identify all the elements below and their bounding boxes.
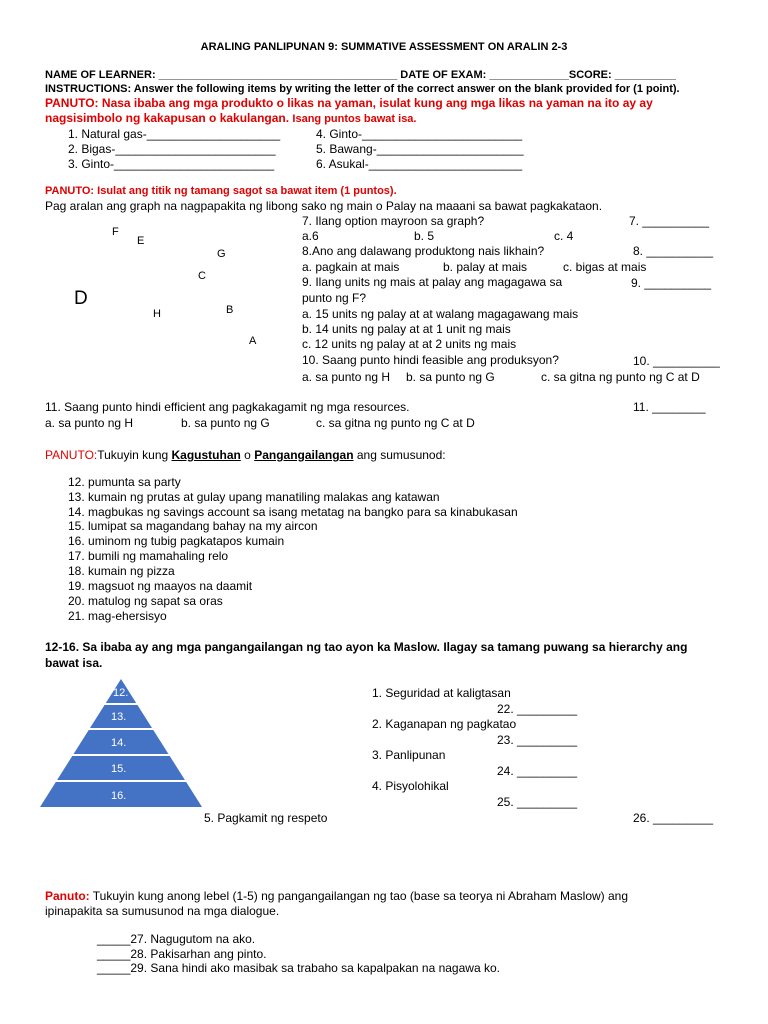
choice: a.6 — [302, 229, 319, 243]
choice: c. sa gitna ng punto ng C at D — [541, 370, 700, 384]
question-9-cont: punto ng F? — [302, 291, 367, 305]
panuto-label: PANUTO: — [45, 96, 99, 110]
list-item: 12. pumunta sa party — [68, 475, 181, 489]
graph-point-label: B — [226, 304, 234, 316]
answer-blank: 26. _________ — [633, 811, 714, 825]
list-item: 15. lumipat sa magandang bahay na my aircon — [68, 519, 318, 533]
panuto-2: PANUTO: Isulat ang titik ng tamang sagot sa bawat item (1 puntos). — [45, 185, 397, 197]
question-11: 11. Saang punto hindi efficient ang pagkakagamit ng mga resources. — [45, 400, 410, 414]
panuto-text-3: Isang puntos bawat isa. — [292, 113, 417, 125]
choice: a. 15 units ng palay at at walang magagawang mais — [302, 307, 579, 321]
list-item: 5. Bawang-______________________ — [316, 142, 524, 156]
pyramid-level-label: 14. — [111, 737, 127, 749]
graph-point-label: E — [137, 235, 145, 247]
kagustuhan-term: Kagustuhan — [171, 448, 241, 462]
list-item: 13. kumain ng prutas at gulay upang manatiling malakas ang katawan — [68, 490, 440, 504]
list-item: 21. mag-ehersisyo — [68, 609, 167, 623]
name-of-learner-line: NAME OF LEARNER: _______________________________________ DATE OF EXAM: _____________SCORE: __________ — [45, 69, 676, 81]
answer-blank: 25. _________ — [497, 795, 578, 809]
graph-point-label: H — [153, 308, 161, 320]
graph-point-label: G — [217, 248, 226, 260]
choice: c. 4 — [554, 229, 574, 243]
question-10: 10. Saang punto hindi feasible ang produksyon? — [302, 353, 559, 367]
need-item: 4. Pisyolohikal — [372, 779, 449, 793]
dialogue-item: _____28. Pakisarhan ang pinto. — [97, 947, 267, 961]
answer-blank: 24. _________ — [497, 764, 578, 778]
choice: b. sa punto ng G — [181, 416, 270, 430]
list-item: 14. magbukas ng savings account sa isang metatag na bangko para sa kinabukasan — [68, 505, 518, 519]
panuto-1-cont — [45, 111, 416, 127]
list-item: 2. Bigas-________________________ — [68, 142, 276, 156]
choice: c. sa gitna ng punto ng C at D — [316, 416, 475, 430]
answer-blank: 10. __________ — [633, 354, 720, 368]
answer-blank: 22. _________ — [497, 702, 578, 716]
choice: c. bigas at mais — [563, 260, 647, 274]
panuto-text: Nasa ibaba ang mga produkto o likas na yaman, isulat kung ang mga likas na yaman na ito ay ay — [101, 96, 653, 110]
panuto-1 — [45, 96, 653, 111]
panuto-5 — [45, 889, 628, 904]
choice: b. sa punto ng G — [406, 370, 495, 384]
answer-blank: 8. __________ — [633, 244, 714, 258]
panuto-text: ang sumusunod: — [353, 448, 446, 462]
list-item: 19. magsuot ng maayos na daamit — [68, 579, 253, 593]
dialogue-item: _____29. Sana hindi ako masibak sa trabaho sa kapalpakan na nagawa ko. — [97, 961, 500, 975]
list-item: 3. Ginto-________________________ — [68, 157, 275, 171]
answer-blank: 9. __________ — [631, 276, 712, 290]
instructions: INSTRUCTIONS: Answer the following items by writing the letter of the correct answer on the blank provided for (1 point). — [45, 83, 680, 95]
maslow-heading: 12-16. Sa ibaba ay ang mga pangangailangan ng tao ayon ka Maslow. Ilagay sa tamang puwang sa hierarchy ang — [45, 640, 688, 654]
choice: a. sa punto ng H — [302, 370, 391, 384]
pyramid-level-label: 16. — [111, 790, 127, 802]
answer-blank: 7. __________ — [629, 214, 710, 228]
question-9: 9. Ilang units ng mais at palay ang magagawa sa — [302, 275, 563, 289]
choice: b. 14 units ng palay at at 1 unit ng mais — [302, 322, 511, 336]
maslow-heading-cont: bawat isa. — [45, 656, 103, 670]
choice: a. pagkain at mais — [302, 260, 400, 274]
panuto-text: Tukuyin kung anong lebel (1-5) ng pangangailangan ng tao (base sa teorya ni Abraham Maslow) ang — [89, 889, 629, 903]
list-item: 1. Natural gas-____________________ — [68, 127, 281, 141]
panuto-5-cont: ipinapakita sa sumusunod na mga dialogue. — [45, 904, 280, 918]
need-item: 3. Panlipunan — [372, 748, 446, 762]
pyramid-level-label: 13. — [111, 711, 127, 723]
need-item: 5. Pagkamit ng respeto — [204, 811, 328, 825]
pyramid-level-label: 15. — [111, 763, 127, 775]
conjunction: o — [240, 448, 255, 462]
pyramid-level-label: 12. — [113, 687, 129, 699]
panuto-3 — [45, 448, 446, 463]
choice: b. 5 — [414, 229, 435, 243]
question-8: 8.Ano ang dalawang produktong nais likhain? — [302, 244, 545, 258]
dialogue-item: _____27. Nagugutom na ako. — [97, 932, 256, 946]
list-item: 6. Asukal-_______________________ — [316, 157, 523, 171]
need-item: 2. Kaganapan ng pagkatao — [372, 717, 517, 731]
need-item: 1. Seguridad at kaligtasan — [372, 686, 511, 700]
panuto-label: PANUTO: — [45, 448, 98, 462]
graph-intro: Pag aralan ang graph na nagpapakita ng libong sako ng main o Palay na maaani sa bawat pagkakataon. — [45, 199, 603, 213]
list-item: 4. Ginto-________________________ — [316, 127, 523, 141]
list-item: 18. kumain ng pizza — [68, 564, 175, 578]
list-item: 17. bumili ng mamahaling relo — [68, 549, 229, 563]
graph-point-label: F — [112, 226, 119, 238]
panuto-text: Tukuyin kung — [97, 448, 172, 462]
choice: a. sa punto ng H — [45, 416, 134, 430]
answer-blank: 23. _________ — [497, 733, 578, 747]
graph-point-label: D — [74, 288, 88, 309]
panuto-text-2: nagsisimbolo ng kakapusan o kakulangan. — [45, 111, 290, 125]
list-item: 16. uminom ng tubig pagkatapos kumain — [68, 534, 285, 548]
graph-point-label: A — [249, 335, 257, 347]
choice: b. palay at mais — [443, 260, 528, 274]
page-title: ARALING PANLIPUNAN 9: SUMMATIVE ASSESSMENT ON ARALIN 2-3 — [200, 41, 568, 53]
answer-blank: 11. ________ — [633, 400, 706, 414]
list-item: 20. matulog ng sapat sa oras — [68, 594, 223, 608]
question-7: 7. Ilang option mayroon sa graph? — [302, 214, 485, 228]
graph-point-label: C — [198, 270, 206, 282]
panuto-label: Panuto: — [45, 889, 90, 903]
pangangailangan-term: Pangangailangan — [254, 448, 354, 462]
choice: c. 12 units ng palay at at 2 units ng mais — [302, 337, 517, 351]
